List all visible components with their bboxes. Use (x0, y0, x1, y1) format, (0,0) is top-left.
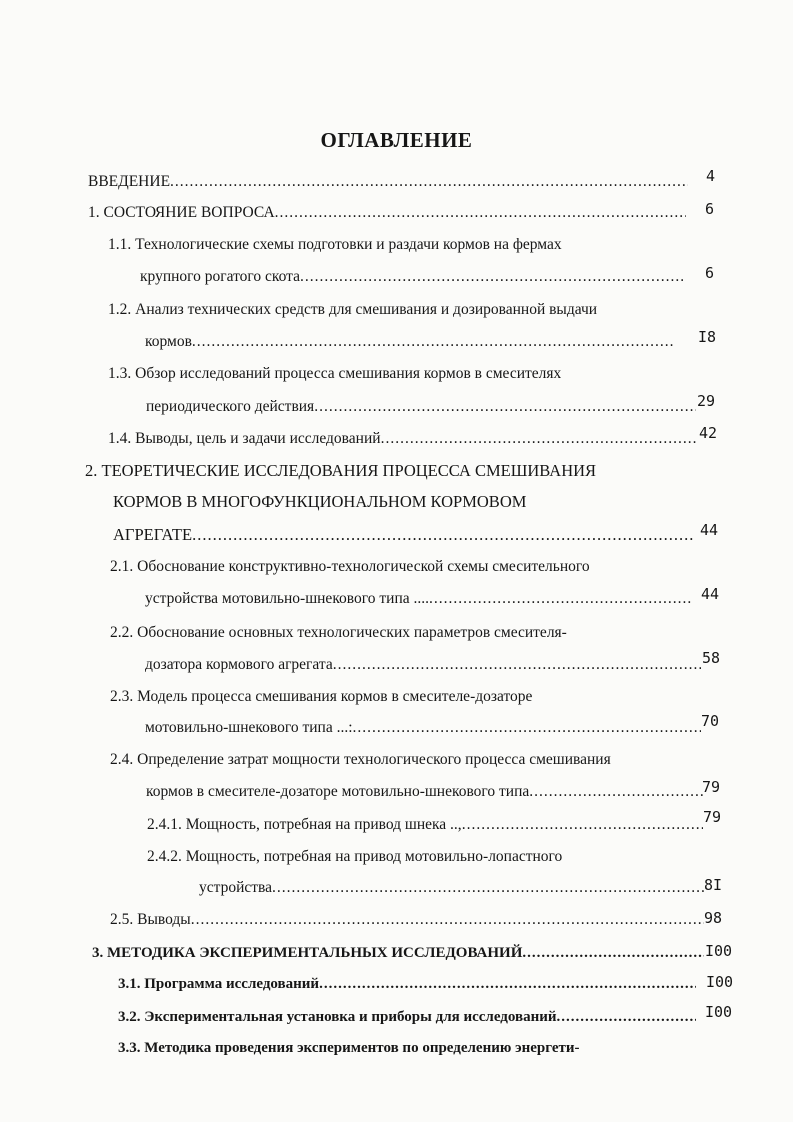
toc-entry-2-3 (145, 716, 701, 740)
toc-entry-3-1 (118, 972, 696, 996)
toc-entry-text: устройства мотовильно-шнекового типа .... (145, 590, 429, 607)
toc-page-number: 42 (699, 424, 718, 442)
toc-page-number: I00 (706, 973, 734, 991)
toc-entry-2-2 (145, 653, 701, 677)
toc-entry-text: кормов в смесителе-дозаторе мотовильно-шнекового типа (146, 783, 530, 800)
toc-entry-text: устройства (199, 879, 273, 896)
leader-dots (191, 908, 704, 932)
leader-dots (314, 395, 696, 419)
toc-entry-1-2 (145, 330, 675, 354)
toc-page-number: 79 (703, 808, 722, 826)
toc-page-number: 98 (704, 909, 723, 927)
toc-page-number: 44 (701, 585, 720, 603)
toc-entry-2-1 (145, 587, 693, 611)
toc-entry-2-4-1 (147, 813, 703, 837)
toc-page-number: 6 (705, 264, 715, 282)
leader-dots (522, 941, 704, 965)
toc-entry-chapter-3 (92, 941, 704, 965)
toc-entry-2-5 (110, 908, 704, 932)
toc-entry-text: мотовильно-шнекового типа ...: (145, 719, 353, 736)
page-title: ОГЛАВЛЕНИЕ (320, 128, 473, 152)
toc-entry-line: КОРМОВ В МНОГОФУНКЦИОНАЛЬНОМ КОРМОВОМ (113, 492, 527, 511)
leader-dots (462, 813, 703, 837)
toc-entry-text: 3. МЕТОДИКА ЭКСПЕРИМЕНТАЛЬНЫХ ИССЛЕДОВАНИЙ (92, 945, 523, 961)
toc-entry-introduction (88, 170, 688, 194)
leader-dots (333, 653, 701, 677)
toc-page-number: 79 (702, 778, 721, 796)
toc-page-number: 6 (705, 200, 715, 218)
toc-page-number: 8I (704, 876, 723, 894)
toc-entry-text: ВВЕДЕНИЕ (88, 173, 171, 190)
toc-entry-1-3 (146, 395, 696, 419)
toc-entry-text: 3.1. Программа исследований (118, 976, 320, 992)
leader-dots (319, 972, 696, 996)
leader-dots (272, 876, 704, 900)
toc-entry-text: крупного рогатого скота (140, 268, 301, 285)
toc-entry-text: дозатора кормового агрегата (145, 656, 333, 673)
toc-entry-text: 2.4.1. Мощность, потребная на привод шнека .., (147, 816, 462, 833)
toc-entry-2-4 (146, 780, 703, 804)
toc-entry-3-2 (118, 1005, 696, 1029)
toc-entry-line: 1.3. Обзор исследований процесса смешивания кормов в смесителях (108, 365, 562, 382)
toc-entry-text: 3.2. Экспериментальная установка и приборы для исследований (118, 1009, 557, 1025)
toc-entry-line: 2.3. Модель процесса смешивания кормов в смесителе-дозаторе (110, 688, 533, 705)
leader-dots (192, 523, 693, 547)
toc-entry-text: 1.4. Выводы, цель и задачи исследований (108, 430, 381, 447)
toc-entry-line: 1.1. Технологические схемы подготовки и раздачи кормов на фермах (108, 236, 562, 253)
leader-dots (275, 201, 686, 225)
leader-dots (529, 780, 703, 804)
toc-entry-text: кормов (145, 333, 192, 350)
toc-entry-text: АГРЕГАТЕ (113, 525, 193, 544)
toc-entry-line: 2. ТЕОРЕТИЧЕСКИЕ ИССЛЕДОВАНИЯ ПРОЦЕССА СМЕШИВАНИЯ (85, 461, 597, 480)
leader-dots (300, 265, 683, 289)
toc-page-number: I8 (698, 328, 717, 346)
leader-dots (353, 716, 701, 740)
leader-dots (170, 170, 688, 194)
toc-entry-1-1 (140, 265, 683, 289)
toc-entry-chapter-1 (88, 201, 686, 225)
toc-entry-2-4-2 (199, 876, 704, 900)
toc-entry-line: 2.4. Определение затрат мощности технологического процесса смешивания (110, 751, 611, 768)
leader-dots (429, 587, 693, 611)
toc-page-number: 58 (702, 649, 721, 667)
leader-dots (381, 427, 696, 451)
toc-entry-line: 3.3. Методика проведения экспериментов по определению энергети- (118, 1040, 580, 1056)
toc-entry-1-4 (108, 427, 696, 451)
toc-page-number: 70 (701, 712, 720, 730)
toc-page-number: I00 (705, 942, 733, 960)
toc-page-number: 29 (697, 392, 716, 410)
toc-entry-text: периодического действия (146, 398, 315, 415)
toc-entry-text: 1. СОСТОЯНИЕ ВОПРОСА (88, 204, 275, 221)
toc-page-number: 44 (700, 521, 719, 539)
toc-entry-text: 2.5. Выводы (110, 911, 191, 928)
toc-entry-line: 1.2. Анализ технических средств для смешивания и дозированной выдачи (108, 301, 598, 318)
toc-entry-line: 2.1. Обоснование конструктивно-технологической схемы смесительного (110, 558, 590, 575)
toc-entry-chapter-2 (113, 523, 693, 547)
leader-dots (557, 1005, 696, 1029)
leader-dots (192, 330, 675, 354)
toc-entry-line: 2.4.2. Мощность, потребная на привод мотовильно-лопастного (147, 848, 563, 865)
toc-page-number: I00 (705, 1003, 733, 1021)
toc-entry-line: 2.2. Обоснование основных технологических параметров смесителя- (110, 624, 567, 641)
toc-page-number: 4 (706, 167, 716, 185)
